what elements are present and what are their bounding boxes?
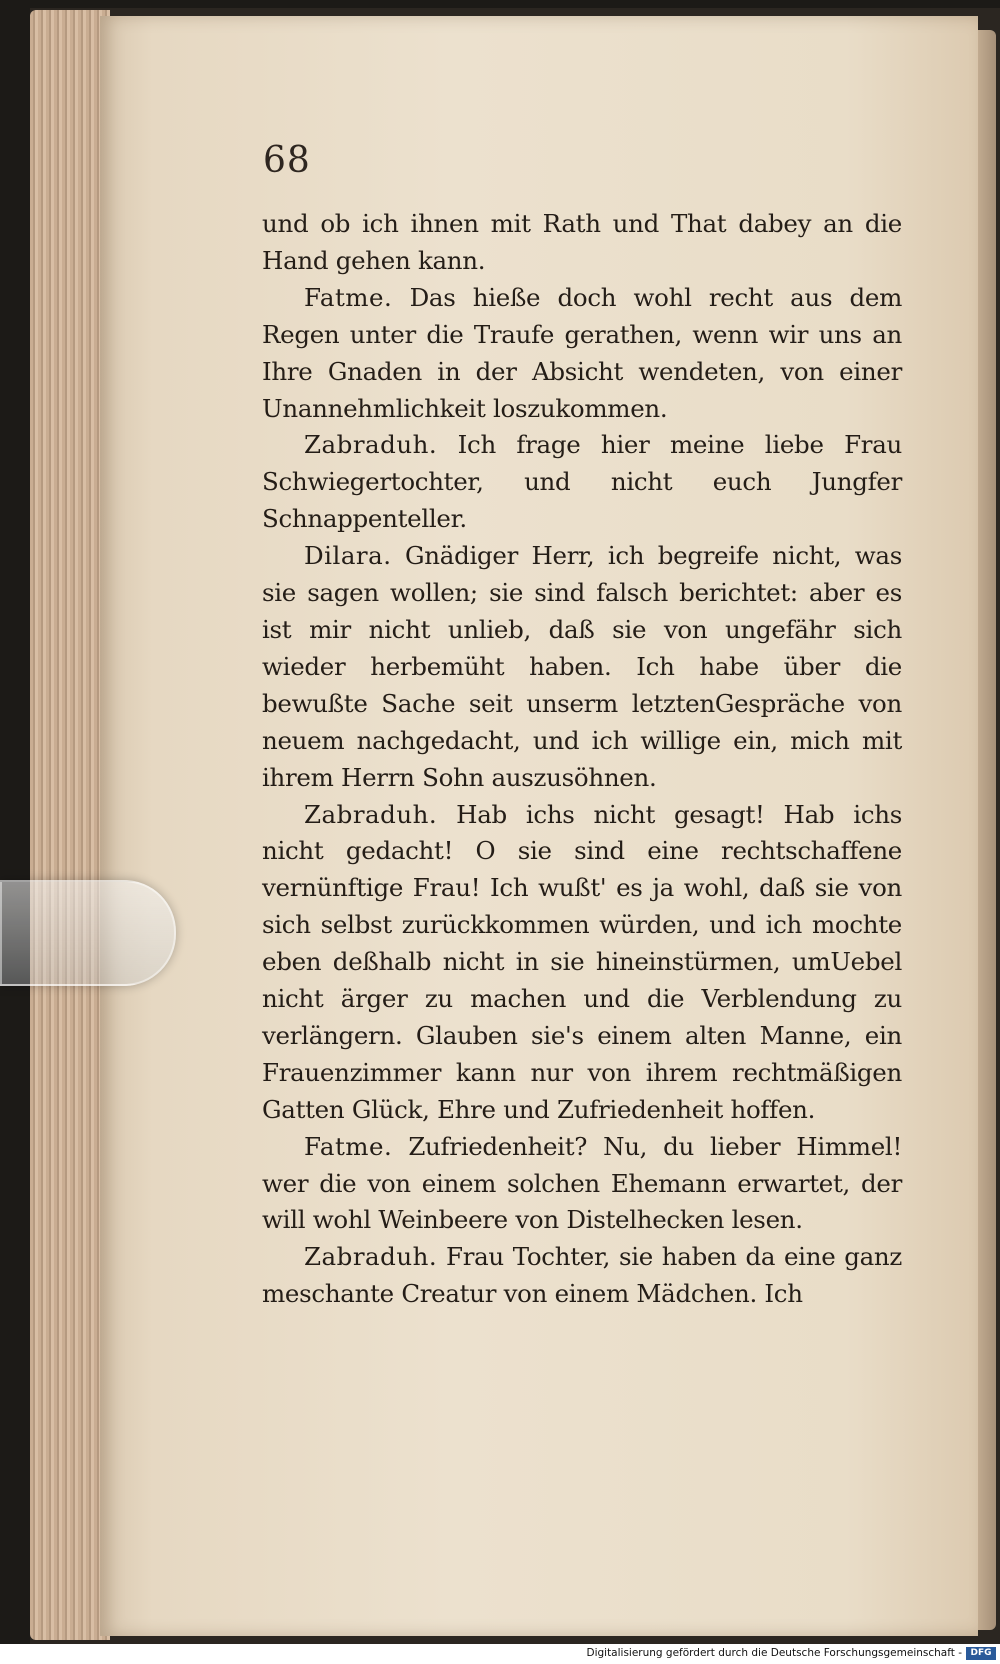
paragraph-text: und ob ich ihnen mit Rath und That dabey an die Hand gehen kann. [262,209,902,275]
footer-bar [0,1644,1000,1664]
body-text [262,206,902,1313]
paragraph-text: Ich frage hier meine liebe Frau Schwiegertochter, und nicht euch Jungfer Schnappenteller. [262,430,902,534]
page-number: 68 [263,140,311,181]
speaker-name: Zabraduh. [304,799,438,829]
paragraph [262,1129,902,1240]
speaker-name: Zabraduh. [304,430,438,460]
paragraph [262,1239,902,1313]
paragraph [262,427,902,538]
paragraph [262,206,902,280]
paragraph [262,280,902,428]
paragraph-text: Zufriedenheit? Nu, du lieber Himmel! wer die von einem solchen Ehemann erwartet, der will wohl Weinbeere von Distelhecken lesen. [262,1131,903,1235]
speaker-name: Zabraduh. [304,1242,438,1272]
funding-credit: Digitalisierung gefördert durch die Deutsche Forschungsgemeinschaft - [586,1647,962,1659]
paragraph-text: Das hieße doch wohl recht aus dem Regen unter die Traufe gerathen, wenn wir uns an Ihre Gnaden in der Absicht wendeten, von einer Unannehmlichkeit loszukommen. [262,282,902,423]
paragraph-text: Hab ichs nicht gesagt! Hab ichs nicht gedacht! O sie sind eine rechtschaffene vernünftige Frau! Ich wußt' es ja wohl, daß sie von sich selbst zurückkommen würden, und ich mochte eben deßhalb nicht in sie hineinstürmen, umUebel nicht ärger zu machen und die Verblendung zu verlängern. Glauben sie's einem alten Manne, ein Frauenzimmer kann nur von ihrem rechtmäßigen Gatten Glück, Ehre und Zufriedenheit hoffen. [262,799,902,1124]
dfg-logo: DFG [966,1647,996,1660]
paragraph [262,797,902,1129]
speaker-name: Dilara. [304,541,392,571]
paragraph-text: Gnädiger Herr, ich begreife nicht, was sie sagen wollen; sie sind falsch berichtet: aber es ist mir nicht unlieb, daß sie von ungefähr sich wieder herbemüht haben. Ich habe über die bewußte Sache seit unserm letztenGespräche von neuem nachgedacht, und ich willige ein, mich mit ihrem Herrn Sohn auszusöhnen. [262,541,902,792]
speaker-name: Fatme. [304,1131,393,1161]
speaker-name: Fatme. [304,282,393,312]
page-clip [0,880,176,986]
page-edges [30,10,110,1640]
paragraph-text: Frau Tochter, sie haben da eine ganz meschante Creatur von einem Mädchen. Ich [262,1242,902,1309]
paragraph [262,538,902,796]
